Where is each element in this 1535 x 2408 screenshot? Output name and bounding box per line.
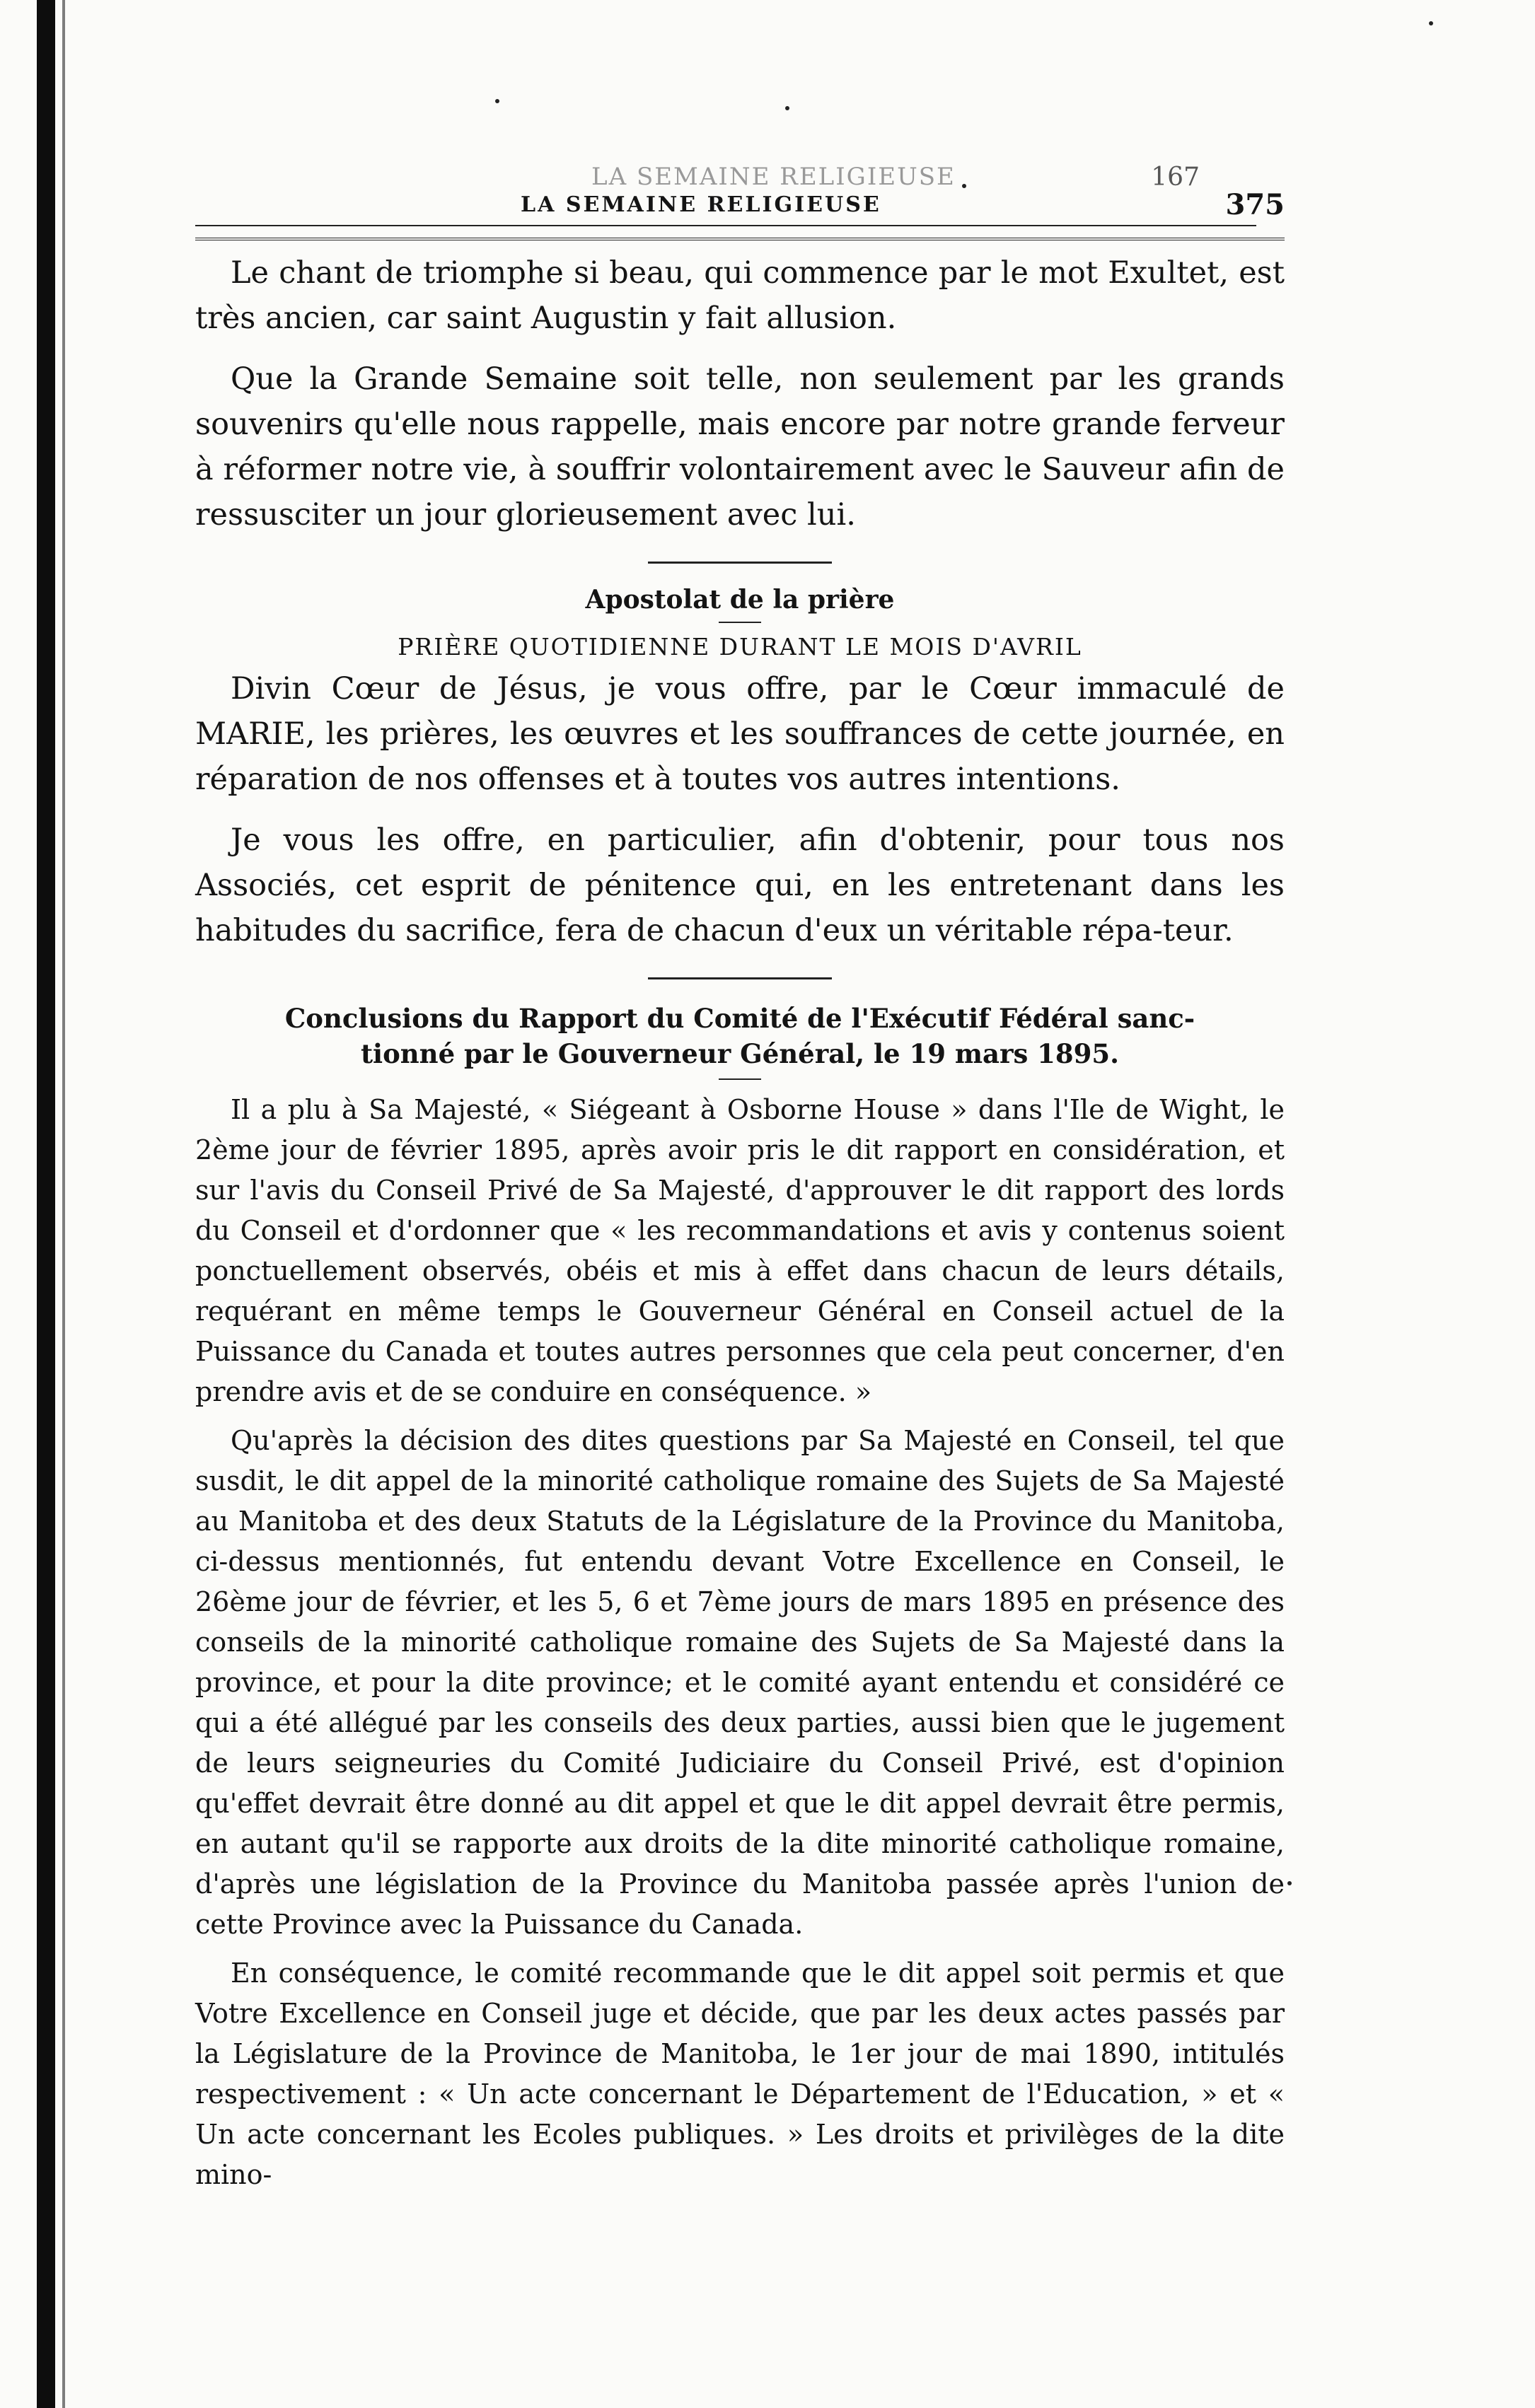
ink-speck [495,99,499,103]
bleed-through-title: LA SEMAINE RELIGIEUSE [591,163,956,191]
signature-mark: 167 [1151,163,1200,192]
binding-edge [37,0,55,2408]
ink-speck [1429,21,1433,25]
binding-shadow [62,0,65,2408]
heading-line-1: Conclusions du Rapport du Comité de l'Exécutif Fédéral sanc- [284,1003,1195,1034]
paragraph-divin-coeur: Divin Cœur de Jésus, je vous offre, par le Cœur immaculé de MARIE, les prières, les œuvres et les souffrances de cette journée, en réparation de nos offenses et à toutes vos autres intentions. [195,671,1285,797]
section-divider [648,977,832,979]
heading-line-2: tionné par le Gouverneur Général, le 19 mars 1895. [360,1038,1120,1069]
running-head [195,163,1285,226]
page-number: 375 [1225,188,1285,221]
paragraph-je-vous-offre: Je vous les offre, en particulier, afin d'obtenir, pour tous nos Associés, cet esprit de pénitence qui, en les entretenant dans les habitudes du sacrifice, fera de chacun d'eux un véritable répa-teur. [195,822,1285,948]
section-subheading-priere: PRIÈRE QUOTIDIENNE DURANT LE MOIS D'AVRIL [398,633,1082,661]
heading-divider [719,622,761,623]
paragraph-grande-semaine: Que la Grande Semaine soit telle, non seulement par les grands souvenirs qu'elle nous rappelle, mais encore par notre grande ferveur à réformer notre vie, à souffrir volontairement avec le Sauveur afin de ressusciter un jour glorieusement avec lui. [195,361,1285,533]
section-heading-conclusions [195,1001,1285,1071]
section-heading-apostolat: Apostolat de la prière [585,585,895,615]
paragraph-exultet: Le chant de triomphe si beau, qui commence par le mot Exultet, est très ancien, car saint Augustin y fait allusion. [195,255,1285,336]
section-divider [648,562,832,564]
ink-speck [785,106,789,110]
paragraph-il-a-plu: Il a plu à Sa Majesté, « Siégeant à Osborne House » dans l'Ile de Wight, le 2ème jour de février 1895, après avoir pris le dit rapport en considération, et sur l'avis du Conseil Privé de Sa Majesté, d'approuver le dit rapport des lords du Conseil et d'ordonner que « les recommandations et avis y contenus soient ponctuellement observés, obéis et mis à effet dans chacun de leurs détails, requérant en même temps le Gouverneur Général en Conseil actuel de la Puissance du Canada et toutes autres personnes que cela peut concerner, d'en prendre avis et de se conduire en conséquence. » [195,1094,1285,1407]
page-content [195,163,1285,2195]
header-rule [195,225,1256,226]
paragraph-qu-apres: Qu'après la décision des dites questions par Sa Majesté en Conseil, tel que susdit, le dit appel de la minorité catholique romaine des Sujets de Sa Majesté au Manitoba et des deux Statuts de la Législature de la Province du Manitoba, ci-dessus mentionnés, fut entendu devant Votre Excellence en Conseil, le 26ème jour de février, et les 5, 6 et 7ème jours de mars 1895 en présence des conseils de la minorité catholique romaine des Sujets de Sa Majesté dans la province, et pour la dite province; et le comité ayant entendu et considéré ce qui a été allégué par les conseils des deux parties, aussi bien que le jugement de leurs seigneuries du Comité Judiciaire du Conseil Privé, est d'opinion qu'effet devrait être donné au dit appel et que le dit appel devrait être permis, en autant qu'il se rapporte aux droits de la dite minorité catholique romaine, d'après une législation de la Province du Manitoba passée après l'union de cette Province avec la Puissance du Canada. [195,1425,1285,1940]
paragraph-en-consequence: En conséquence, le comité recommande que le dit appel soit permis et que Votre Excellence en Conseil juge et décide, que par les deux actes passés par la Législature de la Province de Manitoba, le 1er jour de mai 1890, intitulés respectivement : « Un acte concernant le Département de l'Education, » et « Un acte concernant les Ecoles publiques. » Les droits et privilèges de la dite mino- [195,1958,1285,2190]
journal-title: LA SEMAINE RELIGIEUSE [521,192,881,217]
heading-divider [719,1078,761,1080]
ink-speck [1287,1881,1292,1885]
header-double-rule [195,238,1285,240]
